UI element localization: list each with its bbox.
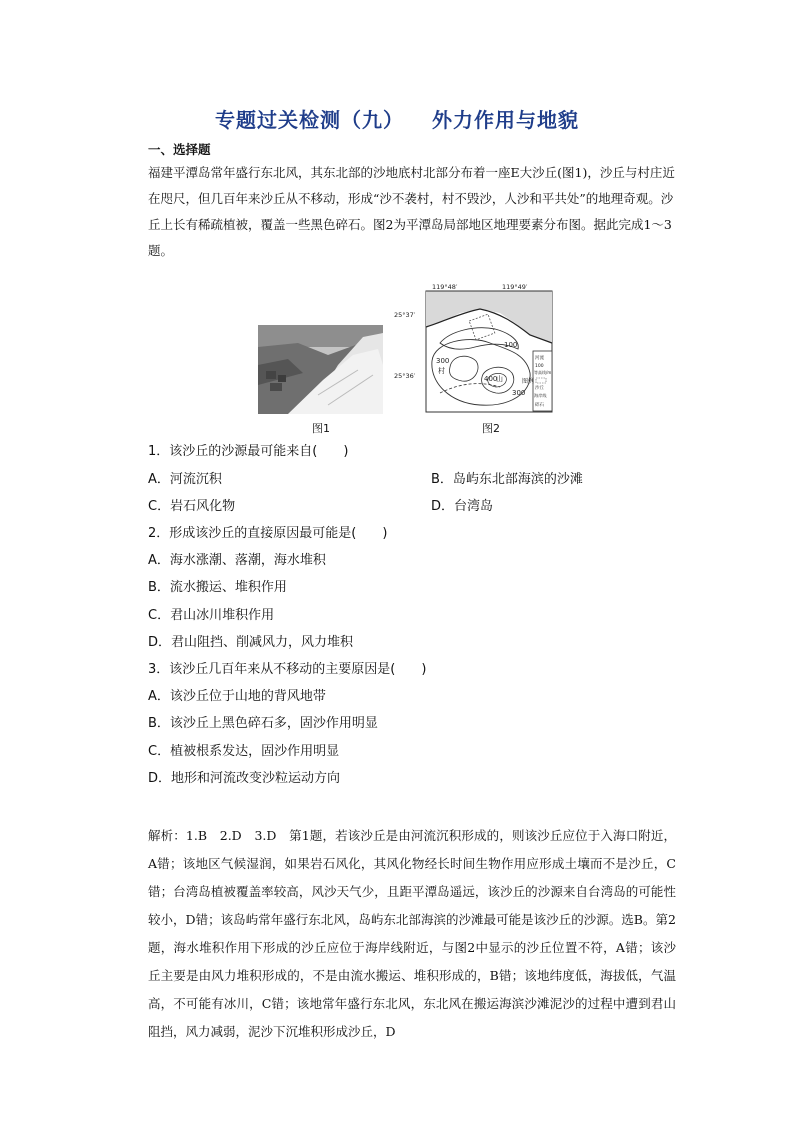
question-1-option-c: C．岩石风化物 — [148, 499, 236, 514]
question-3-option-c: C．植被根系发达，固沙作用明显 — [148, 744, 340, 759]
contour-100-label: 100 — [504, 341, 518, 349]
contour-300b-label: 300 — [512, 389, 526, 397]
question-3-option-d: D．地形和河流改变沙粒运动方向 — [148, 771, 341, 786]
title-sub: 外力作用与地貌 — [432, 108, 579, 132]
question-2-option-c: C．君山冰川堆积作用 — [148, 608, 275, 623]
contour-300a-label: 300 — [436, 357, 450, 365]
legend-item-gravel: 碎石 — [535, 403, 544, 408]
intro-paragraph: 福建平潭岛常年盛行东北风，其东北部的沙地底村北部分布着一座E大沙丘(图1)，沙丘与村庄近在咫尺，但几百年来沙丘从不移动，形成“沙不袭村，村不毁沙，人沙和平共处”的地理奇观。沙丘上长有稀疏植被，覆盖一些黑色碎石。图2为平潭岛局部地区地理要素分布图。据此完成1～3题。 — [148, 165, 675, 258]
question-2-stem: 2．形成该沙丘的直接原因最可能是( ) — [148, 526, 388, 541]
question-1-option-d: D．台湾岛 — [431, 499, 494, 514]
answer-explanation: 解析：1.B 2.D 3.D 第1题，若该沙丘是由河流沉积形成的，则该沙丘应位于入海口附近，A错；该地区气候湿润，如果岩石风化，其风化物经长时间生物作用应形成土壤而不是沙丘，C错；台湾岛植被覆盖率较高，风沙天气少，且距平潭岛遥远，该沙丘的沙源来自台湾岛的可能性较小，D错；该岛屿常年盛行东北风，岛屿东北部海滨的沙滩最可能是该沙丘的沙源。选B。第2题，海水堆积作用下形成的沙丘应位于海岸线附近，与图2中显示的沙丘位置不符，A错；该沙丘主要是由风力堆积形成的，不是由流水搬运、堆积形成的，B错；该地纬度低，海拔低，气温高，不可能有冰川，C错；该地常年盛行东北风，东北风在搬运海滨沙滩泥沙的过程中遭到君山阻挡，风力减弱，泥沙下沉堆积形成沙丘，D — [148, 828, 676, 1039]
question-1-stem: 1．该沙丘的沙源最可能来自( ) — [148, 444, 349, 459]
lat-bottom-label: 25°36′ — [394, 372, 416, 380]
legend-title: 图例 — [522, 378, 535, 385]
lon-left-label: 119°48′ — [432, 283, 458, 291]
question-1-option-b: B．岛屿东北部海滨的沙滩 — [431, 472, 583, 487]
lon-right-label: 119°49′ — [502, 283, 528, 291]
legend-item-coastline: 海岸线 — [534, 393, 547, 398]
question-3-option-a: A．该沙丘位于山地的背风地带 — [148, 689, 326, 704]
question-2-option-d: D．君山阻挡、削减风力，风力堆积 — [148, 635, 354, 650]
title-main: 专题过关检测（九） — [215, 108, 404, 132]
question-1-option-a: A．河流沉积 — [148, 472, 222, 487]
lat-top-label: 25°37′ — [394, 311, 416, 319]
legend-item-river: 河流 — [535, 356, 544, 361]
question-2-option-b: B．流水搬运、堆积作用 — [148, 580, 287, 595]
figure-area — [258, 283, 558, 433]
legend-item-dune: 沙丘 — [535, 386, 544, 391]
mountain-label: 山 — [496, 375, 503, 383]
dune-photo-illustration — [258, 325, 383, 414]
figure-1-photo — [258, 325, 383, 414]
legend-item-contour-value: 100 — [535, 364, 544, 369]
figure-2-caption: 图2 — [482, 422, 500, 435]
section-heading: 一、选择题 — [148, 142, 211, 157]
page-title — [0, 104, 794, 133]
legend-item-contour: 等高线/m — [534, 370, 552, 375]
question-3-stem: 3．该沙丘几百年来从不移动的主要原因是( ) — [148, 662, 427, 677]
village-label: 村 — [438, 367, 445, 375]
question-3-option-b: B．该沙丘上黑色碎石多，固沙作用明显 — [148, 716, 378, 731]
question-2-option-a: A．海水涨潮、落潮，海水堆积 — [148, 553, 326, 568]
figure-2-map — [394, 283, 558, 414]
figure-1-caption: 图1 — [312, 422, 330, 435]
contour-400-label: 400 — [484, 375, 498, 383]
topographic-map — [394, 283, 558, 414]
